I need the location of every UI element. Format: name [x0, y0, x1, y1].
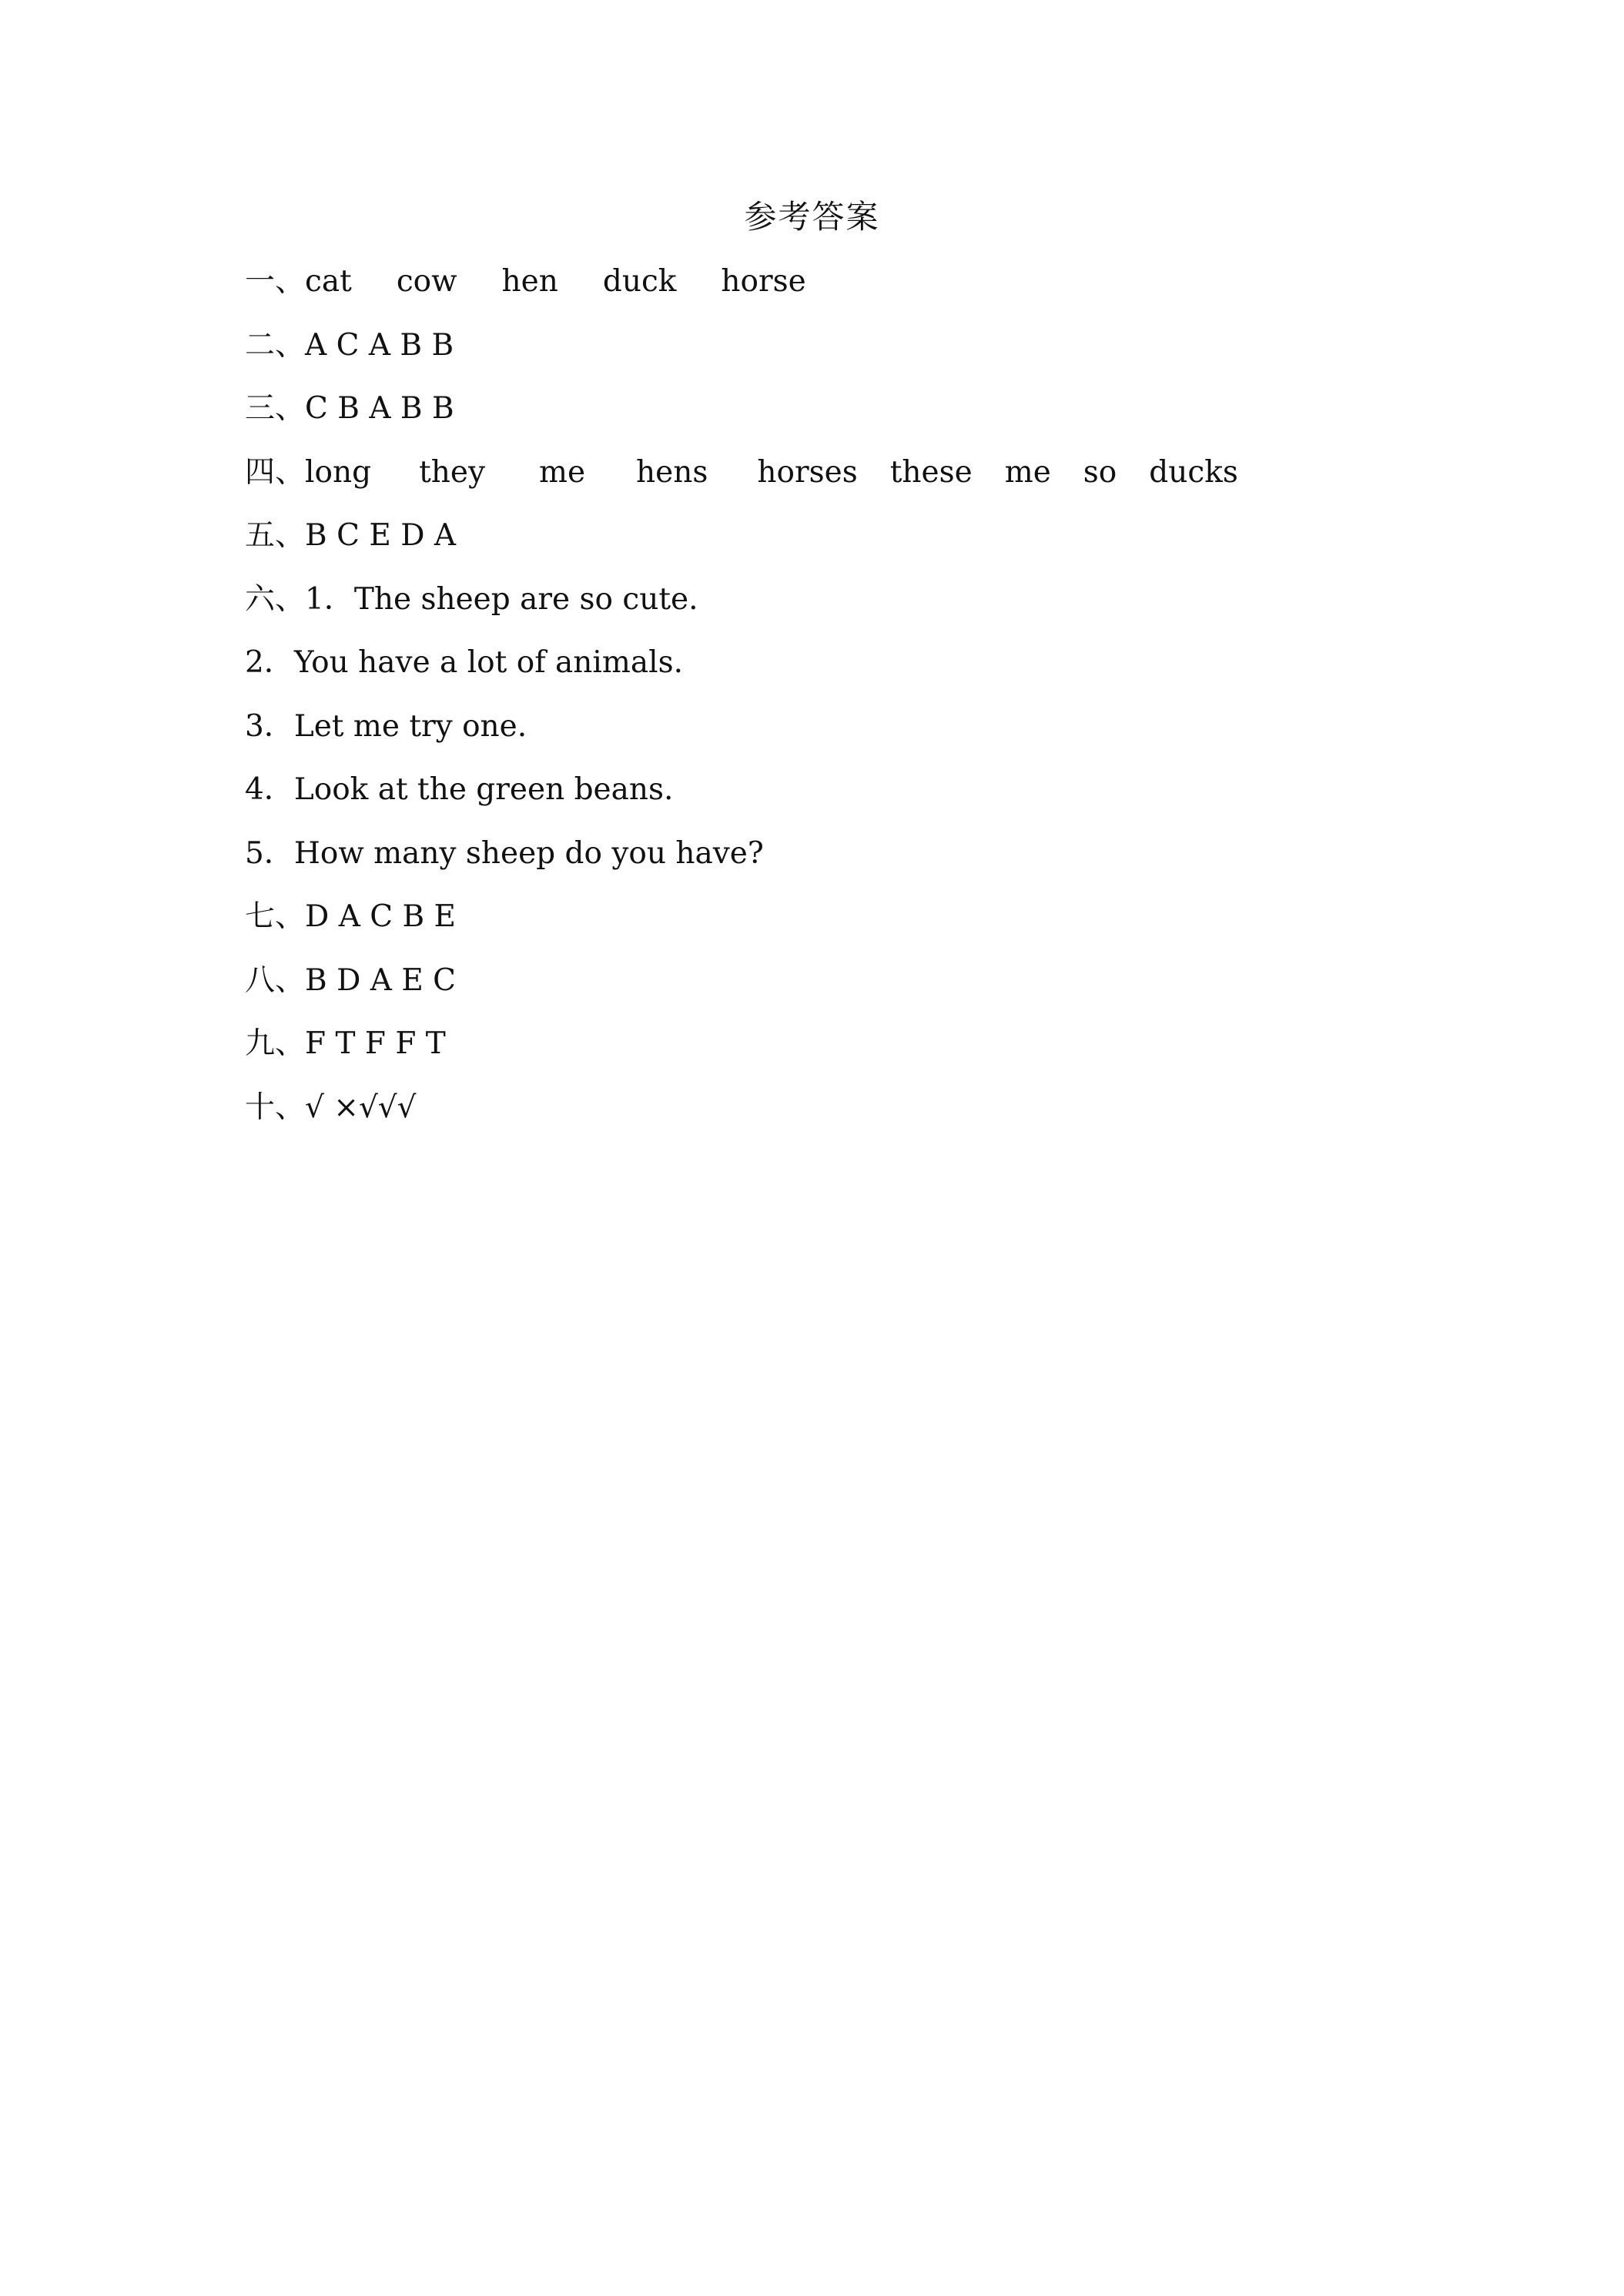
answer-text: B D A E C [305, 962, 457, 998]
item-number: 2． [245, 645, 294, 680]
answer-line-6-3 [245, 704, 1477, 768]
answer-text: F T F F T [305, 1026, 446, 1061]
section-separator: 、 [275, 327, 306, 363]
answer-text: A C A B B [305, 327, 454, 363]
answer-line-1 [245, 259, 1477, 323]
item-number: 4． [245, 772, 294, 807]
section-separator: 、 [275, 581, 306, 617]
section-label: 七 [245, 899, 276, 934]
section-separator: 、 [275, 391, 306, 426]
answer-line-2 [245, 323, 1477, 387]
answer-word: duck [602, 264, 677, 299]
answer-word: hens [636, 454, 708, 490]
answer-line-3 [245, 386, 1477, 450]
answer-word: cow [396, 264, 457, 299]
answer-word: me [538, 454, 586, 490]
answer-word: horses [757, 454, 858, 490]
section-label: 一 [245, 264, 276, 299]
answer-line-5 [245, 513, 1477, 577]
item-number: 5． [245, 835, 294, 871]
section-separator: 、 [275, 1089, 306, 1125]
answer-sentence: You have a lot of animals. [293, 645, 683, 680]
answer-line-6-2 [245, 640, 1477, 704]
answer-word: long [305, 454, 372, 490]
answer-word: me [1004, 454, 1051, 490]
answer-line-6-4 [245, 767, 1477, 831]
answer-sentence: How many sheep do you have? [293, 835, 764, 871]
answer-sentence: The sheep are so cute. [353, 581, 698, 617]
section-label: 六 [245, 581, 276, 617]
section-separator: 、 [275, 518, 306, 553]
answer-text: √ ×√√√ [305, 1089, 417, 1125]
answer-line-7 [245, 894, 1477, 958]
answer-word: hen [501, 264, 558, 299]
answer-word: they [419, 454, 485, 490]
section-label: 十 [245, 1089, 276, 1125]
answer-line-6-1 [245, 577, 1477, 641]
answer-text: B C E D A [305, 518, 457, 553]
section-separator: 、 [275, 264, 306, 299]
section-separator: 、 [275, 962, 306, 998]
section-label: 二 [245, 327, 276, 363]
answer-text: D A C B E [305, 899, 457, 934]
page-title: 参考答案 [744, 198, 880, 236]
answer-word: horse [721, 264, 806, 299]
answer-line-9 [245, 1021, 1477, 1085]
answer-word: these [889, 454, 973, 490]
item-number: 3． [245, 708, 294, 744]
section-label: 三 [245, 391, 276, 426]
section-label: 八 [245, 962, 276, 998]
answer-word: so [1083, 454, 1117, 490]
answer-line-10 [245, 1085, 1477, 1149]
item-number: 1． [305, 581, 354, 617]
answer-word: cat [305, 264, 352, 299]
answer-line-4 [245, 450, 1477, 514]
answer-sentence: Let me try one. [293, 708, 527, 744]
answer-word: ducks [1149, 454, 1238, 490]
section-label: 九 [245, 1026, 276, 1061]
answer-sentence: Look at the green beans. [293, 772, 674, 807]
section-separator: 、 [275, 1026, 306, 1061]
answer-list [245, 259, 1477, 1148]
section-label: 五 [245, 518, 276, 553]
section-label: 四 [245, 454, 276, 490]
section-separator: 、 [275, 454, 306, 490]
answer-line-8 [245, 958, 1477, 1022]
answer-line-6-5 [245, 831, 1477, 895]
answer-text: C B A B B [305, 391, 454, 426]
section-separator: 、 [275, 899, 306, 934]
